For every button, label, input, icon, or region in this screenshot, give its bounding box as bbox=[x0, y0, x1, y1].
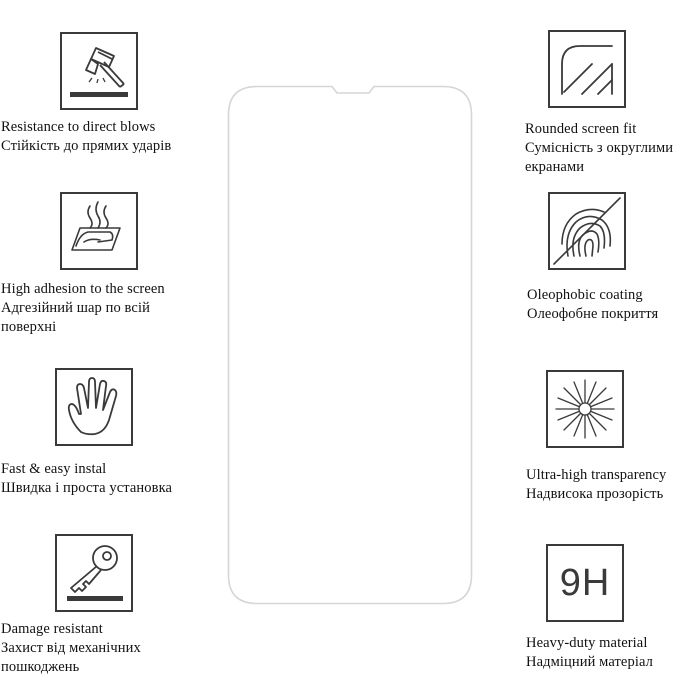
feature-caption-heavy-duty: Heavy-duty material Надміцний матеріал bbox=[526, 635, 653, 670]
screen-protector-outline bbox=[227, 85, 473, 605]
key-icon bbox=[55, 534, 133, 612]
hardness-9h-icon bbox=[546, 544, 624, 622]
feature-caption-rounded: Rounded screen fit Сумісність з округлими екранами bbox=[525, 121, 674, 175]
palm-icon bbox=[55, 368, 133, 446]
feature-caption-install: Fast & easy instal Швидка і проста установка bbox=[1, 461, 173, 496]
fingerprint-icon bbox=[548, 192, 626, 270]
feature-caption-damage: Damage resistant Захист від механічних пошкоджень bbox=[1, 621, 141, 675]
hand-on-screen-icon bbox=[60, 192, 138, 270]
starburst-icon bbox=[546, 370, 624, 448]
hardness-badge-text: 9H bbox=[559, 562, 611, 604]
feature-caption-oleophobic: Oleophobic coating Олеофобне покриття bbox=[527, 287, 659, 322]
hammer-icon bbox=[60, 32, 138, 110]
feature-caption-resistance: Resistance to direct blows Стійкість до прямих ударів bbox=[1, 119, 172, 154]
rounded-corner-icon bbox=[548, 30, 626, 108]
feature-caption-adhesion: High adhesion to the screen Адгезійний шар по всій поверхні bbox=[1, 281, 165, 335]
feature-caption-transparency: Ultra-high transparency Надвисока прозорість bbox=[526, 467, 667, 502]
